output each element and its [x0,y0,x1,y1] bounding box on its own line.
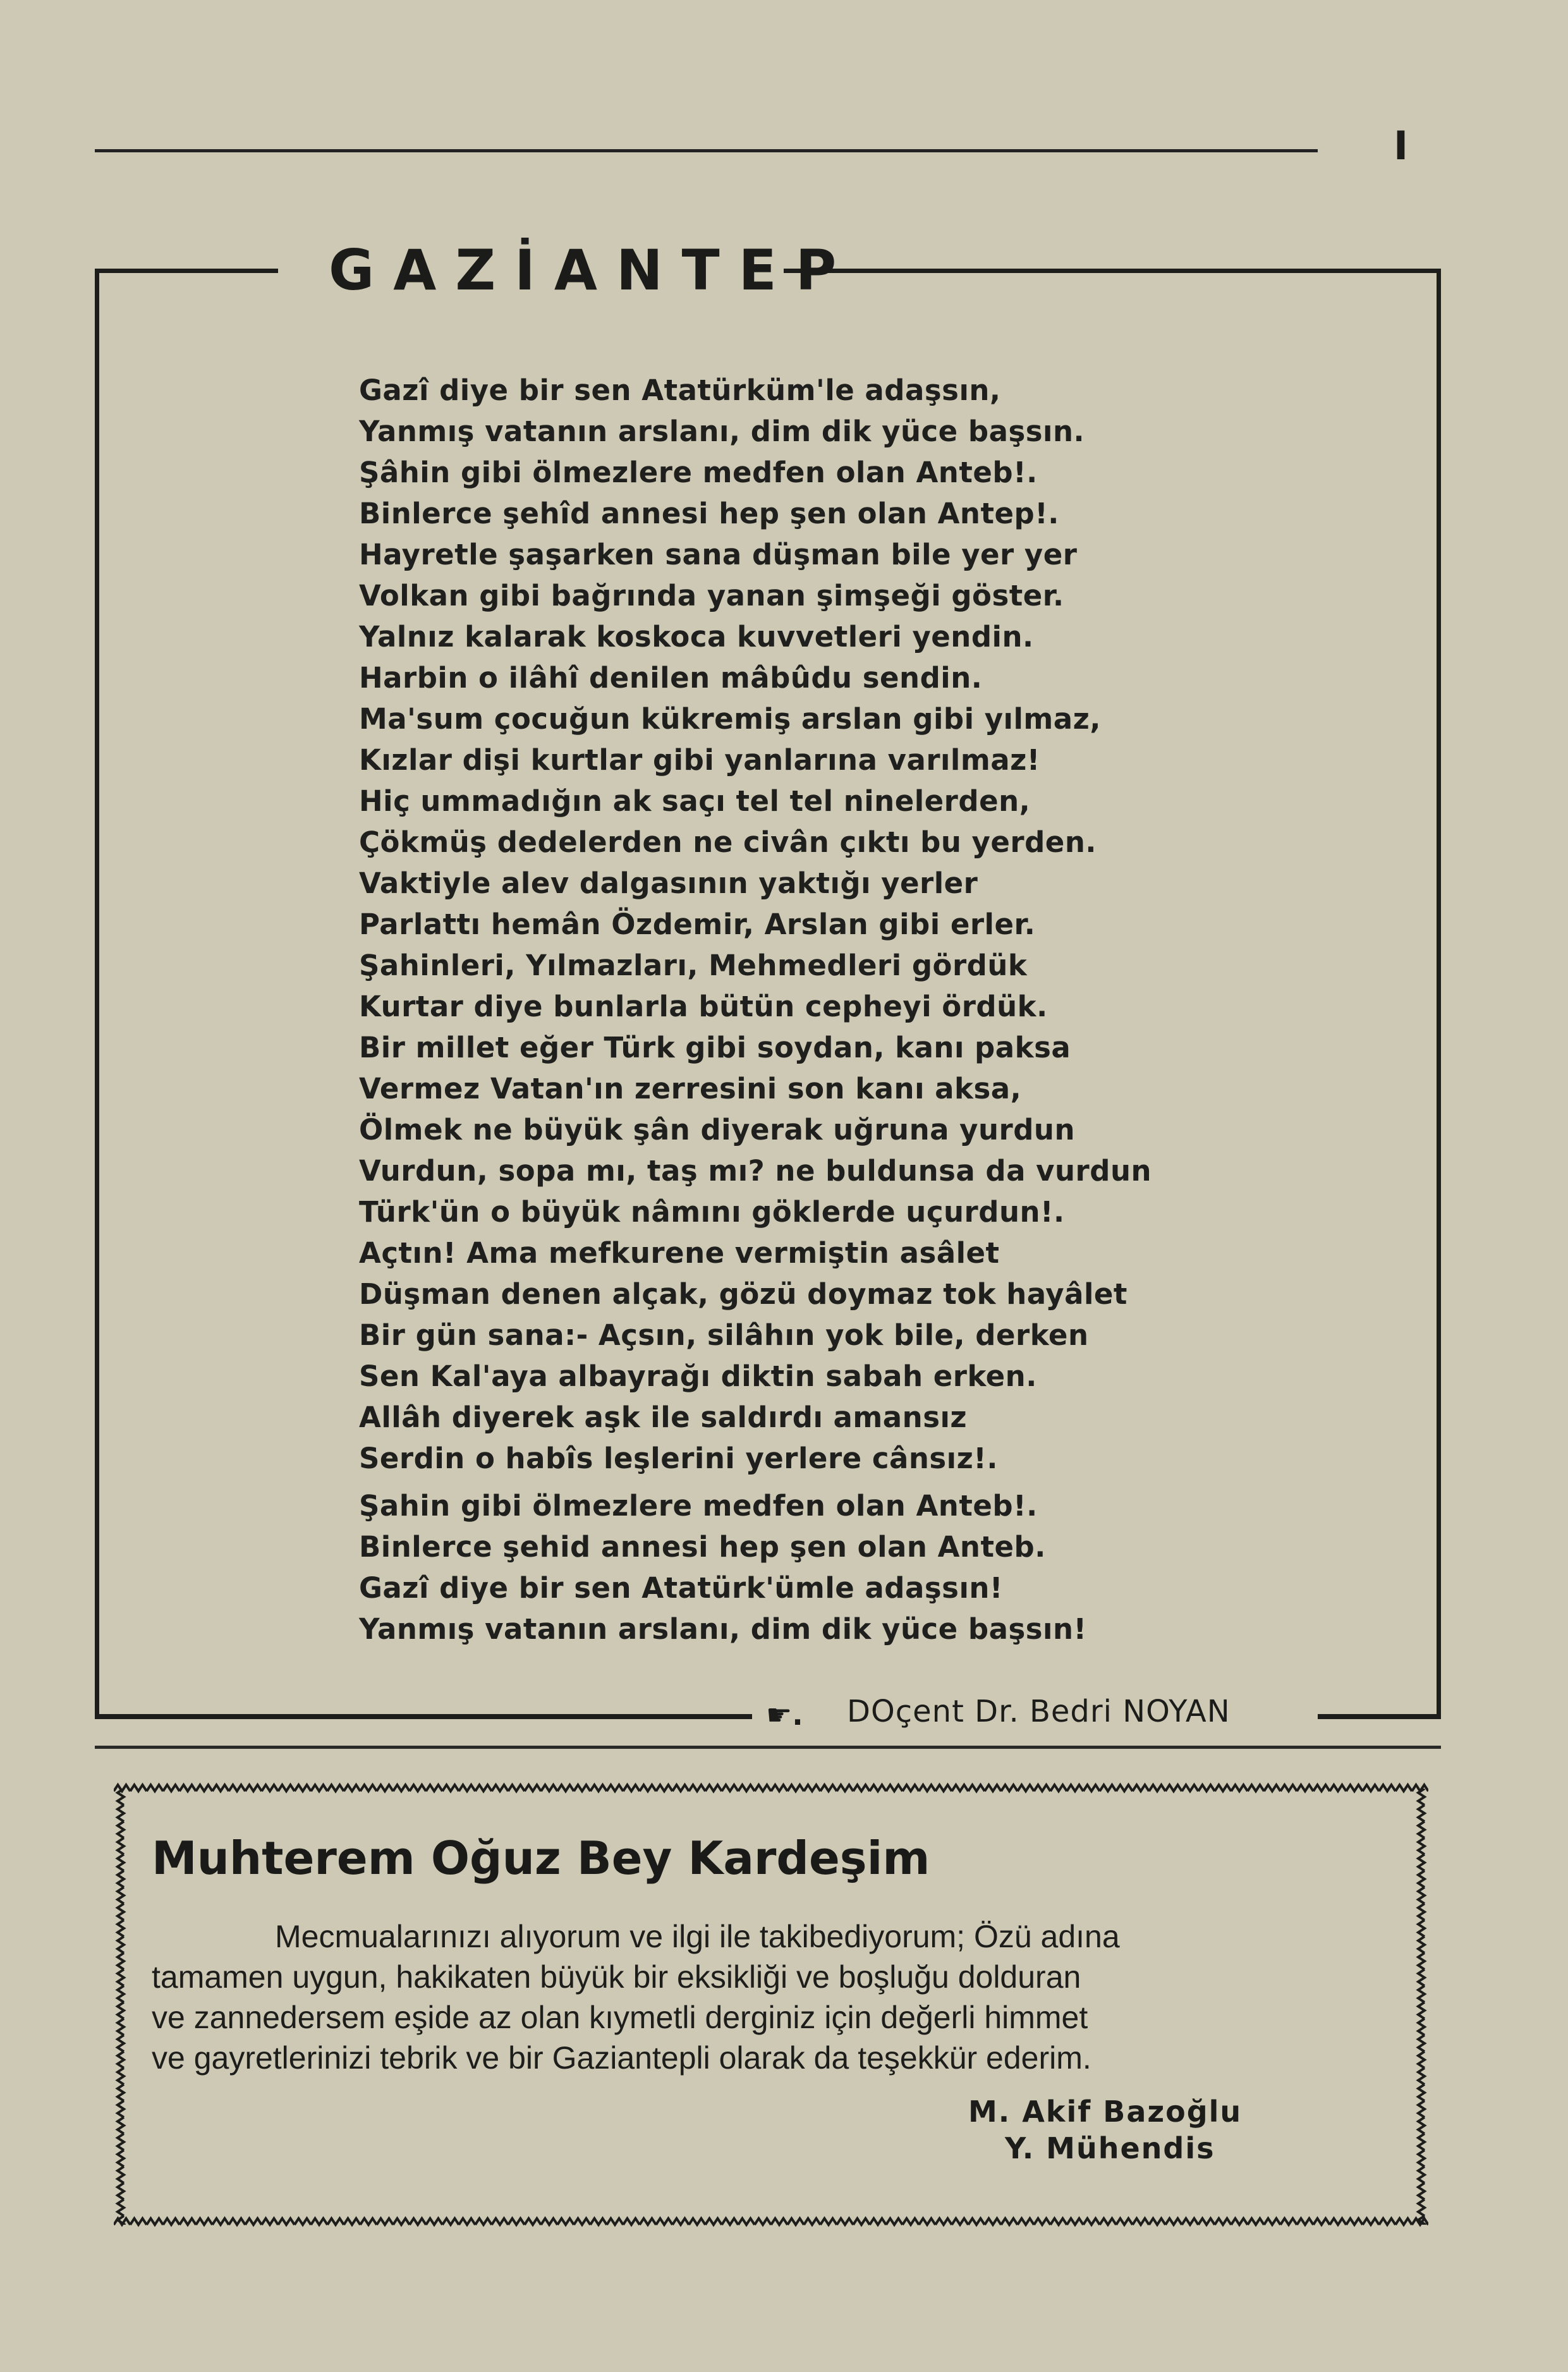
page-number: I [1394,123,1409,169]
poem-line: Vurdun, sopa mı, taş mı? ne buldunsa da vurdun [359,1154,1152,1188]
signature-name: M. Akif Bazoğlu [968,2095,1243,2129]
poem-line: Yanmış vatanın arslanı, dim dik yüce başsın! [359,1612,1087,1646]
poem-line: Sen Kal'aya albayrağı diktin sabah erken. [359,1359,1037,1393]
poem-line: Bir gün sana:- Açsın, silâhın yok bile, derken [359,1318,1089,1352]
letter-line: ve zannedersem eşide az olan kıymetli derginiz için değerli himmet [152,2000,1088,2035]
poem-author: DOçent Dr. Bedri NOYAN [847,1694,1231,1729]
poem-line: Düşman denen alçak, gözü doymaz tok hayâlet [359,1277,1127,1311]
pointing-hand-icon: ☛. [766,1698,803,1732]
poem-line: Şahin gibi ölmezlere medfen olan Anteb!. [359,1489,1038,1523]
signature-title: Y. Mühendis [1005,2131,1215,2165]
letter-title: Muhterem Oğuz Bey Kardeşim [152,1832,930,1885]
letter-line: Mecmualarınızı alıyorum ve ilgi ile takibediyorum; Özü adına [275,1919,1120,1954]
poem-line: Çökmüş dedelerden ne civân çıktı bu yerden. [359,825,1097,859]
author-rule-left [95,1714,752,1719]
poem-line: Yanmış vatanın arslanı, dim dik yüce başsın. [359,415,1085,448]
poem-line: Yalnız kalarak koskoca kuvvetleri yendin. [359,620,1034,654]
poem-line: Harbin o ilâhî denilen mâbûdu sendin. [359,661,983,695]
section-separator [95,1746,1441,1749]
poem-body [359,370,1345,1650]
poem-line: Serdin o habîs leşlerini yerlere cânsız!. [359,1442,998,1475]
poem-line: Kurtar diye bunlarla bütün cepheyi ördük. [359,990,1048,1023]
zigzag-border-right [1414,1789,1428,2225]
poem-title: GAZİANTEP [329,238,856,303]
poem-line: Gazî diye bir sen Atatürküm'le adaşsın, [359,374,1001,407]
zigzag-border-top [114,1781,1428,1795]
zigzag-border-left [114,1789,128,2225]
letter-line: ve gayretlerinizi tebrik ve bir Gaziantepli olarak da teşekkür ederim. [152,2040,1091,2076]
poem-line: Kızlar dişi kurtlar gibi yanlarına varılmaz! [359,743,1040,777]
letter-body [152,1916,1384,2078]
poem-line: Açtın! Ama mefkurene vermiştin asâlet [359,1236,1000,1270]
top-rule [95,149,1318,152]
author-rule-right [1318,1714,1441,1719]
poem-line: Ölmek ne büyük şân diyerak uğruna yurdun [359,1113,1076,1146]
poem-line: Volkan gibi bağrında yanan şimşeği göster. [359,579,1064,612]
poem-line: Hayretle şaşarken sana düşman bile yer yer [359,538,1078,571]
poem-line: Hiç ummadığın ak saçı tel tel ninelerden, [359,784,1031,818]
poem-line: Şâhin gibi ölmezlere medfen olan Anteb!. [359,456,1038,489]
poem-line: Binlerce şehîd annesi hep şen olan Antep!. [359,497,1059,530]
poem-line: Bir millet eğer Türk gibi soydan, kanı paksa [359,1031,1071,1064]
poem-line: Parlattı hemân Özdemir, Arslan gibi erler. [359,908,1036,941]
poem-line: Binlerce şehid annesi hep şen olan Anteb. [359,1530,1046,1564]
poem-line: Gazî diye bir sen Atatürk'ümle adaşsın! [359,1571,1003,1605]
poem-line: Vaktiyle alev dalgasının yaktığı yerler [359,867,978,900]
zigzag-border-bottom [114,2215,1428,2229]
poem-line: Allâh diyerek aşk ile saldırdı amansız [359,1401,968,1434]
poem-line: Şahinleri, Yılmazları, Mehmedleri gördük [359,949,1028,982]
poem-line: Türk'ün o büyük nâmını göklerde uçurdun!. [359,1195,1065,1229]
poem-line: Ma'sum çocuğun kükremiş arslan gibi yılmaz, [359,702,1101,736]
letter-line: tamamen uygun, hakikaten büyük bir eksikliği ve boşluğu dolduran [152,1959,1081,1995]
poem-line: Vermez Vatan'ın zerresini son kanı aksa, [359,1072,1022,1105]
